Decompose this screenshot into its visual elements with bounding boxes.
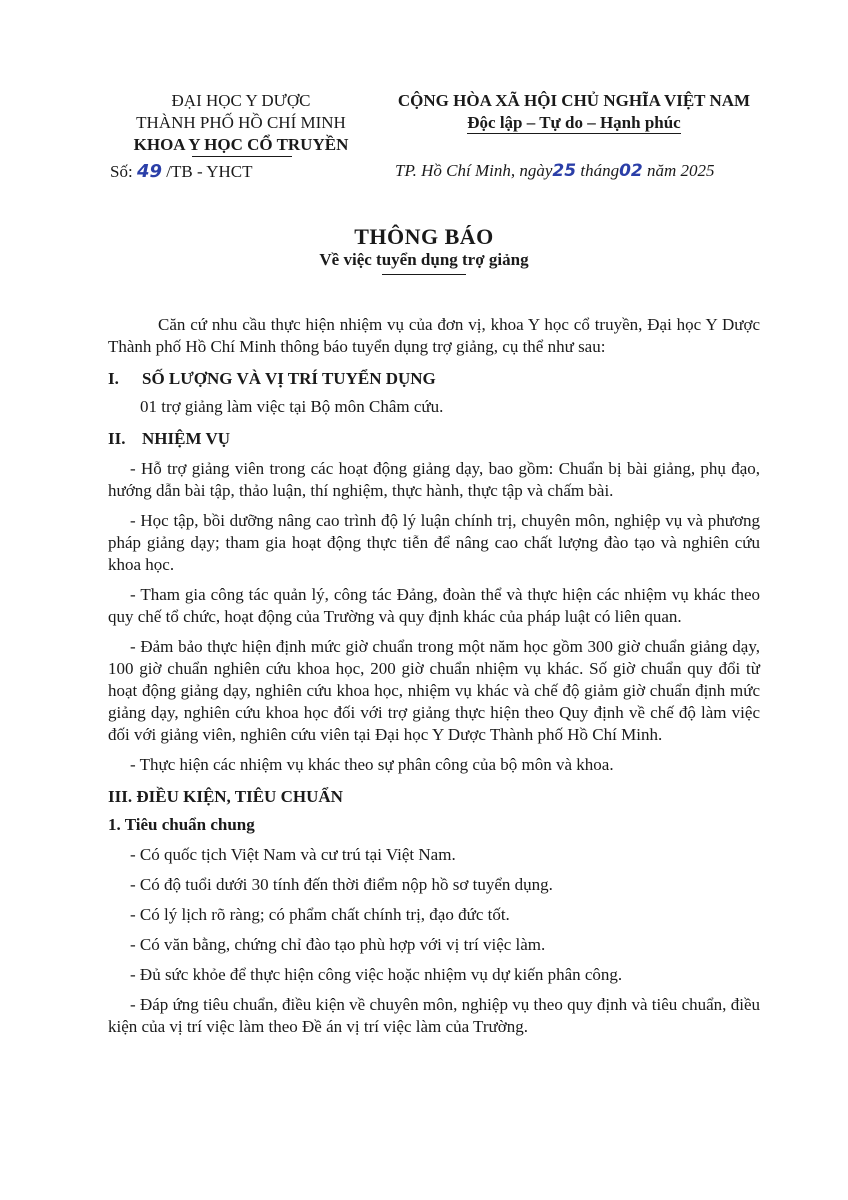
issuer-header [100,90,382,156]
document-date [395,161,715,181]
criteria-item: - Có văn bằng, chứng chỉ đào tạo phù hợp với vị trí việc làm. [130,935,546,954]
faculty-name: KHOA Y HỌC CỔ TRUYỀN [133,135,349,154]
so-number-handwritten: 49 [136,161,162,182]
section-1-title: SỐ LƯỢNG VÀ VỊ TRÍ TUYỂN DỤNG [142,369,436,388]
criteria-item: - Có quốc tịch Việt Nam và cư trú tại Việt Nam. [130,845,456,864]
section-2-heading [108,428,760,450]
document-number [110,161,253,182]
section-1-heading [108,368,760,390]
motto: Độc lập – Tự do – Hạnh phúc [467,113,681,132]
city-name: THÀNH PHỐ HỒ CHÍ MINH [136,113,346,132]
criteria-item: - Có độ tuổi dưới 30 tính đến thời điểm nộp hồ sơ tuyển dụng. [130,875,553,894]
criteria-item: - Có lý lịch rõ ràng; có phẩm chất chính trị, đạo đức tốt. [130,905,510,924]
subtitle-underline [382,274,466,275]
faculty-underline [192,156,292,157]
date-month-handwritten: 02 [619,161,643,181]
section-2-number: II. [108,429,126,448]
section-3-heading: III. ĐIỀU KIỆN, TIÊU CHUẨN [108,787,343,806]
duty-item: - Hỗ trợ giảng viên trong các hoạt động giảng dạy, bao gồm: Chuẩn bị bài giảng, phụ đạo, hướng dẫn bài tập, thảo luận, thí nghiệm, thực hành, thực tập và chấm bài. [108,459,760,500]
criteria-item: - Đáp ứng tiêu chuẩn, điều kiện về chuyên môn, nghiệp vụ theo quy định và tiêu chuẩn, điều kiện của vị trí việc làm theo Đề án vị trí việc làm của Trường. [108,995,760,1036]
section-1-text: 01 trợ giảng làm việc tại Bộ môn Châm cứu. [140,397,444,416]
date-year: năm 2025 [647,161,715,180]
section-2-title: NHIỆM VỤ [142,429,230,448]
date-day-handwritten: 25 [552,161,577,181]
national-header [380,90,768,134]
university-name: ĐẠI HỌC Y DƯỢC [171,91,311,110]
duty-item: - Học tập, bồi dưỡng nâng cao trình độ lý luận chính trị, chuyên môn, nghiệp vụ và phương pháp giảng dạy; tham gia hoạt động thực tiễn để nâng cao chất lượng đào tạo và nghiên cứu khoa học. [108,511,760,574]
so-label: Số: [110,162,133,181]
date-month-label: tháng [580,161,620,180]
section-1-number: I. [108,369,119,388]
duty-item: - Tham gia công tác quản lý, công tác Đảng, đoàn thể và thực hiện các nhiệm vụ khác theo quy chế tổ chức, hoạt động của Trường và quy định khác của pháp luật có liên quan. [108,585,760,626]
country-name: CỘNG HÒA XÃ HỘI CHỦ NGHĨA VIỆT NAM [397,91,751,110]
criteria-item: - Đủ sức khỏe để thực hiện công việc hoặc nhiệm vụ dự kiến phân công. [130,965,623,984]
document-title: THÔNG BÁO [354,224,494,249]
document-subtitle: Về việc tuyển dụng trợ giảng [319,250,529,269]
intro-paragraph: Căn cứ nhu cầu thực hiện nhiệm vụ của đơn vị, khoa Y học cổ truyền, Đại học Y Dược Thành phố Hồ Chí Minh thông báo tuyển dụng trợ giảng, cụ thể như sau: [108,315,760,356]
duty-item: - Thực hiện các nhiệm vụ khác theo sự phân công của bộ môn và khoa. [130,755,614,774]
date-prefix: TP. Hồ Chí Minh, ngày [395,161,553,180]
so-suffix: /TB - YHCT [166,162,253,181]
document-body [108,314,760,1038]
section-3-subheading: 1. Tiêu chuẩn chung [108,815,255,834]
duty-item: - Đảm bảo thực hiện định mức giờ chuẩn trong một năm học gồm 300 giờ chuẩn giảng dạy, 100 giờ chuẩn nghiên cứu khoa học, 200 giờ chuẩn nhiệm vụ khác. Số giờ chuẩn quy đổi từ hoạt động giảng dạy, nghiên cứu khoa học, nhiệm vụ khác và chế độ giảm giờ chuẩn định mức giảng dạy, nghiên cứu khoa học đối với trợ giảng thực hiện theo Quy định về chế độ làm việc đối với giảng viên, nghiên cứu viên tại Đại học Y Dược Thành phố Hồ Chí Minh. [108,637,760,744]
